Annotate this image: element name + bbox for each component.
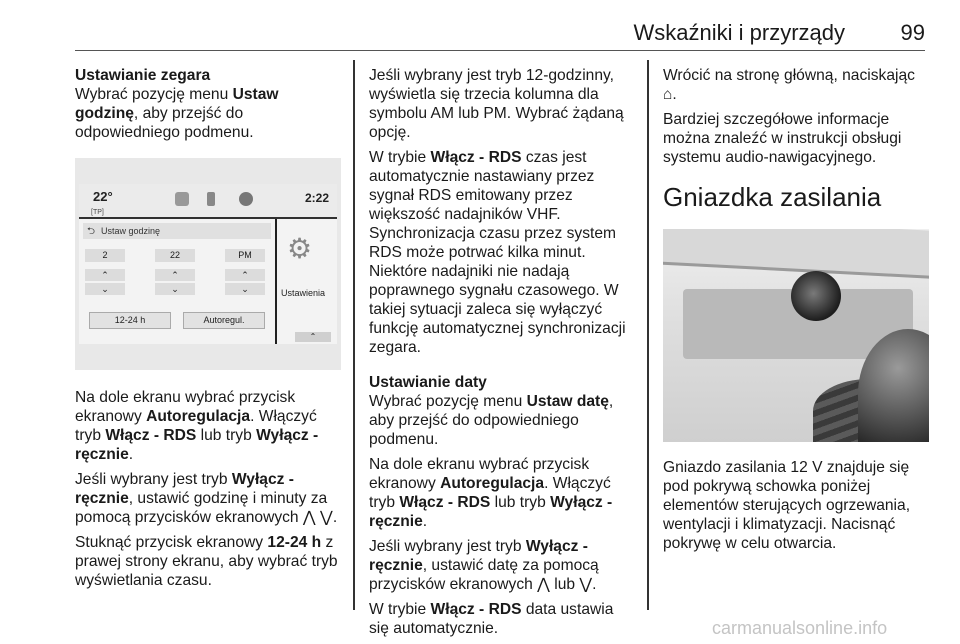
page-header — [75, 0, 925, 51]
hour-down-button[interactable]: ⌄ — [85, 283, 125, 295]
paragraph: Stuknąć przycisk ekranowy 12-24 h z prawej strony ekranu, aby wybrać tryb wyświetlania czasu. — [75, 534, 338, 589]
page-number: 99 — [900, 20, 925, 45]
paragraph: Wybrać pozycję menu Ustaw godzinę, aby przejść do odpowiedniego podmenu. — [75, 86, 279, 141]
subheading-date: Ustawianie daty — [369, 374, 487, 391]
autoregul-button[interactable]: Autoregul. — [183, 312, 265, 329]
paragraph: Jeśli wybrany jest tryb Wyłącz - ręcznie, ustawić datę za pomocą przycisków ekranowych ⋀ lub ⋁. — [369, 538, 599, 593]
hour-up-button[interactable]: ⌃ — [85, 269, 125, 281]
status-bar — [79, 184, 337, 219]
settings-label: Ustawienia — [281, 288, 326, 298]
info-icon — [239, 192, 253, 206]
paragraph: Jeśli wybrany jest tryb Wyłącz - ręcznie, ustawić godzinę i minuty za pomocą przycisków ekranowych ⋀ ⋁. — [75, 471, 338, 526]
screen-header: ⮌ Ustaw godzinę — [83, 223, 271, 239]
section-heading: Gniazdka zasilania — [663, 182, 882, 212]
chevron-up-icon: ⌃ — [295, 332, 331, 342]
paragraph: Gniazdo zasilania 12 V znajduje się pod pokrywą schowka poniżej elementów sterujących ogrzewania, wentylacji i klimatyzacji. Nacisnąć pokrywę w celu otwarcia. — [663, 459, 911, 552]
screen-body — [79, 219, 275, 344]
device-icon — [207, 192, 215, 206]
hour-value: 2 — [85, 249, 125, 262]
phone-icon — [175, 192, 189, 206]
column-3 — [663, 66, 929, 559]
ampm-up-button[interactable]: ⌃ — [225, 269, 265, 281]
minute-up-button[interactable]: ⌃ — [155, 269, 195, 281]
back-arrow-icon: ⮌ — [87, 226, 96, 237]
paragraph: Wrócić na stronę główną, naciskając ⌂. — [663, 67, 915, 103]
paragraph: Jeśli wybrany jest tryb 12-godzinny, wyświetla się trzecia kolumna dla symbolu AM lub PM. Wybrać żądaną opcję. — [369, 67, 624, 141]
paragraph: Na dole ekranu wybrać przycisk ekranowy Autoregulacja. Włączyć tryb Włącz - RDS lub tryb Wyłącz - ręcznie. — [75, 389, 319, 463]
column-1 — [75, 66, 341, 596]
paragraph: W trybie Włącz - RDS data ustawia się automatycznie. — [369, 601, 614, 637]
minute-down-button[interactable]: ⌄ — [155, 283, 195, 295]
temperature: 22° — [93, 189, 113, 204]
clock-display: 2:22 — [304, 191, 329, 205]
12-24h-button[interactable]: 12-24 h — [89, 312, 171, 329]
minute-value: 22 — [155, 249, 195, 262]
column-2 — [369, 66, 635, 644]
section-title: Wskaźniki i przyrządy — [633, 20, 845, 45]
subheading-clock: Ustawianie zegara — [75, 67, 211, 84]
paragraph: Na dole ekranu wybrać przycisk ekranowy Autoregulacja. Włączyć tryb Włącz - RDS lub tryb Wyłącz - ręcznie. — [369, 456, 613, 530]
tp-indicator: [TP] — [91, 209, 104, 216]
power-socket — [791, 271, 841, 321]
settings-panel — [277, 219, 337, 344]
ampm-value: PM — [225, 249, 265, 262]
paragraph: W trybie Włącz - RDS czas jest automatycznie nastawiany przez sygnał RDS emitowany przez większość nadajników VHF. Synchronizacja czasu przez system RDS może potrwać kilka minut. Niektóre nadajniki nie nadają poprawnego sygnału czasowego. W takiej sytuacji zaleca się wyłączyć funkcję automatycznej synchronizacji zegara. — [369, 149, 626, 356]
paragraph: Bardziej szczegółowe informacje można znaleźć w instrukcji obsługi systemu audio-nawigacyjnego. — [663, 111, 902, 166]
column-divider — [353, 60, 355, 610]
screen-frame — [79, 184, 337, 344]
paragraph: Wybrać pozycję menu Ustaw datę, aby przejść do odpowiedniego podmenu. — [369, 393, 614, 448]
ampm-down-button[interactable]: ⌄ — [225, 283, 265, 295]
watermark: carmanualsonline.info — [712, 618, 888, 638]
clock-settings-screen-illustration — [75, 158, 341, 370]
gear-icon: ⚙ — [287, 233, 313, 264]
column-divider — [647, 60, 649, 610]
power-socket-photo — [663, 229, 929, 442]
